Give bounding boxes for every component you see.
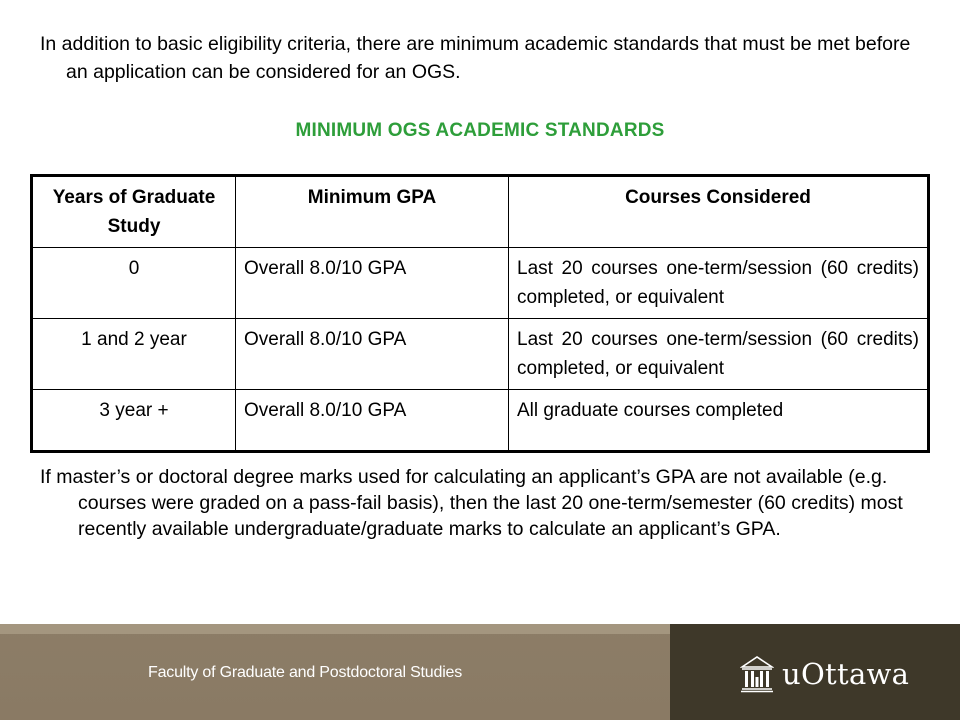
header-courses: Courses Considered	[509, 176, 929, 248]
section-heading: MINIMUM OGS ACADEMIC STANDARDS	[295, 120, 665, 141]
cell-courses: Last 20 courses one-term/session (60 credits) completed, or equivalent	[509, 248, 929, 319]
faculty-name: Faculty of Graduate and Postdoctoral Studies	[148, 664, 463, 681]
logo-wordmark: uOttawa	[782, 657, 910, 691]
table-row	[32, 390, 929, 452]
header-min-gpa: Minimum GPA	[236, 176, 509, 248]
cell-courses: All graduate courses completed	[509, 390, 929, 452]
table-row	[32, 248, 929, 319]
outro-paragraph: If master’s or doctoral degree marks used for calculating an applicant’s GPA are not available (e.g. courses were graded on a pass-fail basis), then the last 20 one-term/semester (60 credits) most recently available undergraduate/graduate marks to calculate an applicant’s GPA.	[40, 466, 903, 540]
building-icon	[740, 655, 774, 693]
footer-left-panel	[0, 624, 670, 720]
cell-years: 1 and 2 year	[32, 319, 236, 390]
cell-gpa: Overall 8.0/10 GPA	[236, 248, 509, 319]
cell-courses: Last 20 courses one-term/session (60 credits) completed, or equivalent	[509, 319, 929, 390]
header-years: Years of Graduate Study	[32, 176, 236, 248]
cell-gpa: Overall 8.0/10 GPA	[236, 319, 509, 390]
uottawa-logo	[740, 654, 909, 694]
intro-paragraph: In addition to basic eligibility criteria, there are minimum academic standards that must be met before an application can be considered for an OGS.	[40, 33, 911, 83]
table-row	[32, 319, 929, 390]
cell-gpa: Overall 8.0/10 GPA	[236, 390, 509, 452]
table-header-row	[32, 176, 929, 248]
cell-years: 3 year +	[32, 390, 236, 452]
academic-standards-table	[30, 174, 930, 453]
cell-years: 0	[32, 248, 236, 319]
footer-accent-bar	[0, 624, 670, 634]
